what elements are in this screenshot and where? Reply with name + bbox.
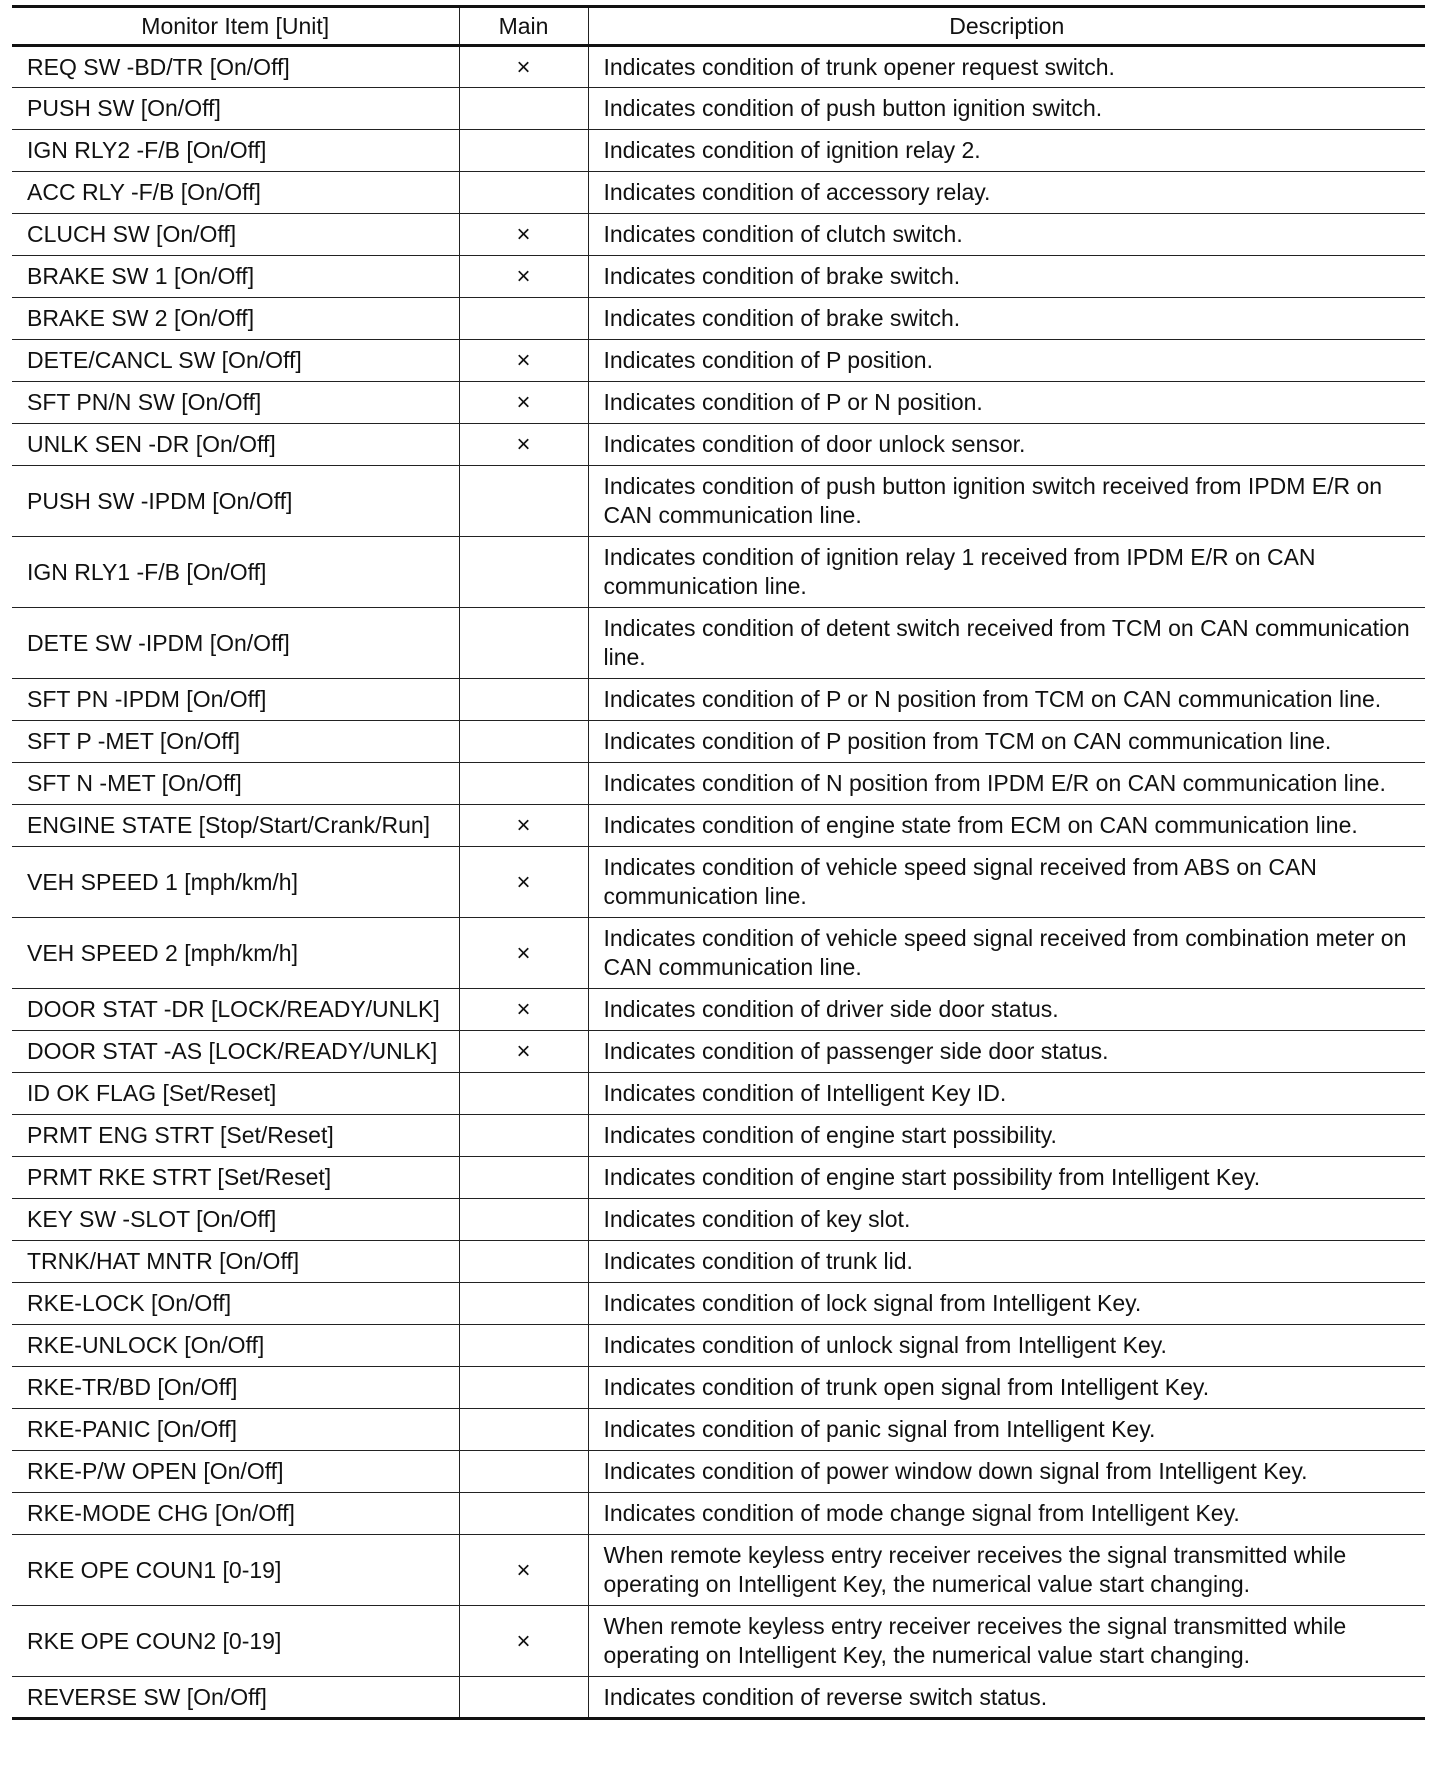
description-cell: Indicates condition of mode change signal from Intelligent Key.: [588, 1493, 1425, 1535]
description-cell: Indicates condition of engine start possibility.: [588, 1115, 1425, 1157]
main-mark-cell: [459, 1451, 588, 1493]
main-mark-cell: ×: [459, 918, 588, 989]
description-cell: Indicates condition of power window down signal from Intelligent Key.: [588, 1451, 1425, 1493]
main-mark-cell: [459, 298, 588, 340]
monitor-item-cell: ID OK FLAG [Set/Reset]: [12, 1073, 459, 1115]
description-cell: Indicates condition of P or N position from TCM on CAN communication line.: [588, 679, 1425, 721]
main-mark-cell: [459, 1199, 588, 1241]
main-mark-cell: ×: [459, 214, 588, 256]
table-row: [12, 1606, 1425, 1677]
main-mark-cell: [459, 1677, 588, 1719]
table-row: [12, 918, 1425, 989]
monitor-item-cell: PUSH SW [On/Off]: [12, 88, 459, 130]
description-cell: Indicates condition of trunk lid.: [588, 1241, 1425, 1283]
description-cell: Indicates condition of key slot.: [588, 1199, 1425, 1241]
description-cell: Indicates condition of trunk open signal from Intelligent Key.: [588, 1367, 1425, 1409]
main-mark-cell: [459, 1367, 588, 1409]
table-row: [12, 130, 1425, 172]
monitor-item-cell: BRAKE SW 1 [On/Off]: [12, 256, 459, 298]
monitor-item-cell: DOOR STAT -DR [LOCK/READY/UNLK]: [12, 989, 459, 1031]
main-mark-cell: ×: [459, 382, 588, 424]
description-cell: Indicates condition of engine start possibility from Intelligent Key.: [588, 1157, 1425, 1199]
monitor-item-cell: IGN RLY1 -F/B [On/Off]: [12, 537, 459, 608]
monitor-item-cell: RKE-LOCK [On/Off]: [12, 1283, 459, 1325]
monitor-item-cell: BRAKE SW 2 [On/Off]: [12, 298, 459, 340]
monitor-item-cell: RKE OPE COUN1 [0-19]: [12, 1535, 459, 1606]
table-row: [12, 1677, 1425, 1719]
description-cell: Indicates condition of passenger side door status.: [588, 1031, 1425, 1073]
description-cell: Indicates condition of brake switch.: [588, 256, 1425, 298]
main-mark-cell: [459, 88, 588, 130]
monitor-item-cell: ACC RLY -F/B [On/Off]: [12, 172, 459, 214]
monitor-item-cell: RKE-UNLOCK [On/Off]: [12, 1325, 459, 1367]
table-row: [12, 989, 1425, 1031]
description-cell: Indicates condition of unlock signal from Intelligent Key.: [588, 1325, 1425, 1367]
main-mark-cell: [459, 1073, 588, 1115]
table-row: [12, 1409, 1425, 1451]
table-row: [12, 1241, 1425, 1283]
monitor-item-cell: ENGINE STATE [Stop/Start/Crank/Run]: [12, 805, 459, 847]
monitor-item-cell: SFT P -MET [On/Off]: [12, 721, 459, 763]
main-mark-cell: [459, 608, 588, 679]
description-cell: Indicates condition of door unlock sensor.: [588, 424, 1425, 466]
description-cell: When remote keyless entry receiver receives the signal transmitted while operating on Intelligent Key, the numerical value start changing.: [588, 1535, 1425, 1606]
table-row: [12, 256, 1425, 298]
description-cell: Indicates condition of N position from IPDM E/R on CAN communication line.: [588, 763, 1425, 805]
table-row: [12, 466, 1425, 537]
column-header-monitor-item: Monitor Item [Unit]: [12, 7, 459, 46]
table-row: [12, 214, 1425, 256]
table-row: [12, 424, 1425, 466]
table-row: [12, 88, 1425, 130]
main-mark-cell: ×: [459, 1535, 588, 1606]
main-mark-cell: [459, 1325, 588, 1367]
table-row: [12, 298, 1425, 340]
main-mark-cell: [459, 763, 588, 805]
table-row: [12, 172, 1425, 214]
table-row: [12, 382, 1425, 424]
description-cell: Indicates condition of ignition relay 2.: [588, 130, 1425, 172]
description-cell: Indicates condition of vehicle speed signal received from combination meter on CAN communication line.: [588, 918, 1425, 989]
monitor-item-cell: RKE-P/W OPEN [On/Off]: [12, 1451, 459, 1493]
main-mark-cell: [459, 537, 588, 608]
monitor-item-table: [12, 5, 1425, 1720]
table-row: [12, 1367, 1425, 1409]
monitor-item-cell: REQ SW -BD/TR [On/Off]: [12, 46, 459, 88]
main-mark-cell: [459, 1241, 588, 1283]
monitor-item-cell: RKE-MODE CHG [On/Off]: [12, 1493, 459, 1535]
main-mark-cell: ×: [459, 1606, 588, 1677]
description-cell: Indicates condition of P position from TCM on CAN communication line.: [588, 721, 1425, 763]
main-mark-cell: ×: [459, 340, 588, 382]
monitor-item-cell: RKE-TR/BD [On/Off]: [12, 1367, 459, 1409]
monitor-item-cell: CLUCH SW [On/Off]: [12, 214, 459, 256]
monitor-item-cell: VEH SPEED 1 [mph/km/h]: [12, 847, 459, 918]
description-cell: Indicates condition of vehicle speed signal received from ABS on CAN communication line.: [588, 847, 1425, 918]
table-row: [12, 847, 1425, 918]
description-cell: Indicates condition of clutch switch.: [588, 214, 1425, 256]
column-header-description: Description: [588, 7, 1425, 46]
monitor-item-cell: TRNK/HAT MNTR [On/Off]: [12, 1241, 459, 1283]
column-header-main: Main: [459, 7, 588, 46]
table-row: [12, 1283, 1425, 1325]
table-row: [12, 1493, 1425, 1535]
description-cell: Indicates condition of lock signal from Intelligent Key.: [588, 1283, 1425, 1325]
description-cell: Indicates condition of push button ignition switch.: [588, 88, 1425, 130]
table-header-row: [12, 7, 1425, 46]
table-row: [12, 1115, 1425, 1157]
description-cell: Indicates condition of trunk opener request switch.: [588, 46, 1425, 88]
monitor-item-cell: RKE OPE COUN2 [0-19]: [12, 1606, 459, 1677]
description-cell: Indicates condition of Intelligent Key ID.: [588, 1073, 1425, 1115]
table-row: [12, 340, 1425, 382]
main-mark-cell: ×: [459, 1031, 588, 1073]
table-row: [12, 679, 1425, 721]
table-row: [12, 537, 1425, 608]
main-mark-cell: [459, 721, 588, 763]
main-mark-cell: ×: [459, 46, 588, 88]
description-cell: Indicates condition of ignition relay 1 received from IPDM E/R on CAN communication line.: [588, 537, 1425, 608]
monitor-item-cell: PRMT ENG STRT [Set/Reset]: [12, 1115, 459, 1157]
description-cell: Indicates condition of detent switch received from TCM on CAN communication line.: [588, 608, 1425, 679]
table-row: [12, 608, 1425, 679]
main-mark-cell: ×: [459, 989, 588, 1031]
description-cell: Indicates condition of driver side door status.: [588, 989, 1425, 1031]
monitor-item-cell: SFT PN -IPDM [On/Off]: [12, 679, 459, 721]
monitor-item-cell: DETE SW -IPDM [On/Off]: [12, 608, 459, 679]
main-mark-cell: ×: [459, 424, 588, 466]
main-mark-cell: [459, 679, 588, 721]
monitor-item-cell: RKE-PANIC [On/Off]: [12, 1409, 459, 1451]
description-cell: Indicates condition of accessory relay.: [588, 172, 1425, 214]
table-row: [12, 721, 1425, 763]
main-mark-cell: ×: [459, 256, 588, 298]
monitor-item-cell: PRMT RKE STRT [Set/Reset]: [12, 1157, 459, 1199]
description-cell: Indicates condition of push button ignition switch received from IPDM E/R on CAN communication line.: [588, 466, 1425, 537]
description-cell: Indicates condition of reverse switch status.: [588, 1677, 1425, 1719]
monitor-item-cell: SFT PN/N SW [On/Off]: [12, 382, 459, 424]
table-row: [12, 1199, 1425, 1241]
main-mark-cell: ×: [459, 847, 588, 918]
main-mark-cell: ×: [459, 805, 588, 847]
main-mark-cell: [459, 1409, 588, 1451]
table-row: [12, 46, 1425, 88]
monitor-item-cell: SFT N -MET [On/Off]: [12, 763, 459, 805]
main-mark-cell: [459, 1283, 588, 1325]
monitor-item-table-page: [12, 5, 1425, 1720]
monitor-item-cell: REVERSE SW [On/Off]: [12, 1677, 459, 1719]
description-cell: Indicates condition of brake switch.: [588, 298, 1425, 340]
monitor-item-cell: PUSH SW -IPDM [On/Off]: [12, 466, 459, 537]
table-row: [12, 763, 1425, 805]
table-row: [12, 1535, 1425, 1606]
description-cell: Indicates condition of panic signal from Intelligent Key.: [588, 1409, 1425, 1451]
table-row: [12, 1157, 1425, 1199]
description-cell: Indicates condition of P position.: [588, 340, 1425, 382]
monitor-item-cell: DETE/CANCL SW [On/Off]: [12, 340, 459, 382]
table-row: [12, 1031, 1425, 1073]
table-row: [12, 805, 1425, 847]
table-row: [12, 1451, 1425, 1493]
main-mark-cell: [459, 1493, 588, 1535]
monitor-item-cell: DOOR STAT -AS [LOCK/READY/UNLK]: [12, 1031, 459, 1073]
main-mark-cell: [459, 130, 588, 172]
description-cell: When remote keyless entry receiver receives the signal transmitted while operating on Intelligent Key, the numerical value start changing.: [588, 1606, 1425, 1677]
description-cell: Indicates condition of P or N position.: [588, 382, 1425, 424]
description-cell: Indicates condition of engine state from ECM on CAN communication line.: [588, 805, 1425, 847]
monitor-item-cell: KEY SW -SLOT [On/Off]: [12, 1199, 459, 1241]
monitor-item-cell: UNLK SEN -DR [On/Off]: [12, 424, 459, 466]
table-row: [12, 1073, 1425, 1115]
monitor-item-cell: IGN RLY2 -F/B [On/Off]: [12, 130, 459, 172]
table-row: [12, 1325, 1425, 1367]
main-mark-cell: [459, 1157, 588, 1199]
main-mark-cell: [459, 172, 588, 214]
main-mark-cell: [459, 1115, 588, 1157]
monitor-item-cell: VEH SPEED 2 [mph/km/h]: [12, 918, 459, 989]
main-mark-cell: [459, 466, 588, 537]
